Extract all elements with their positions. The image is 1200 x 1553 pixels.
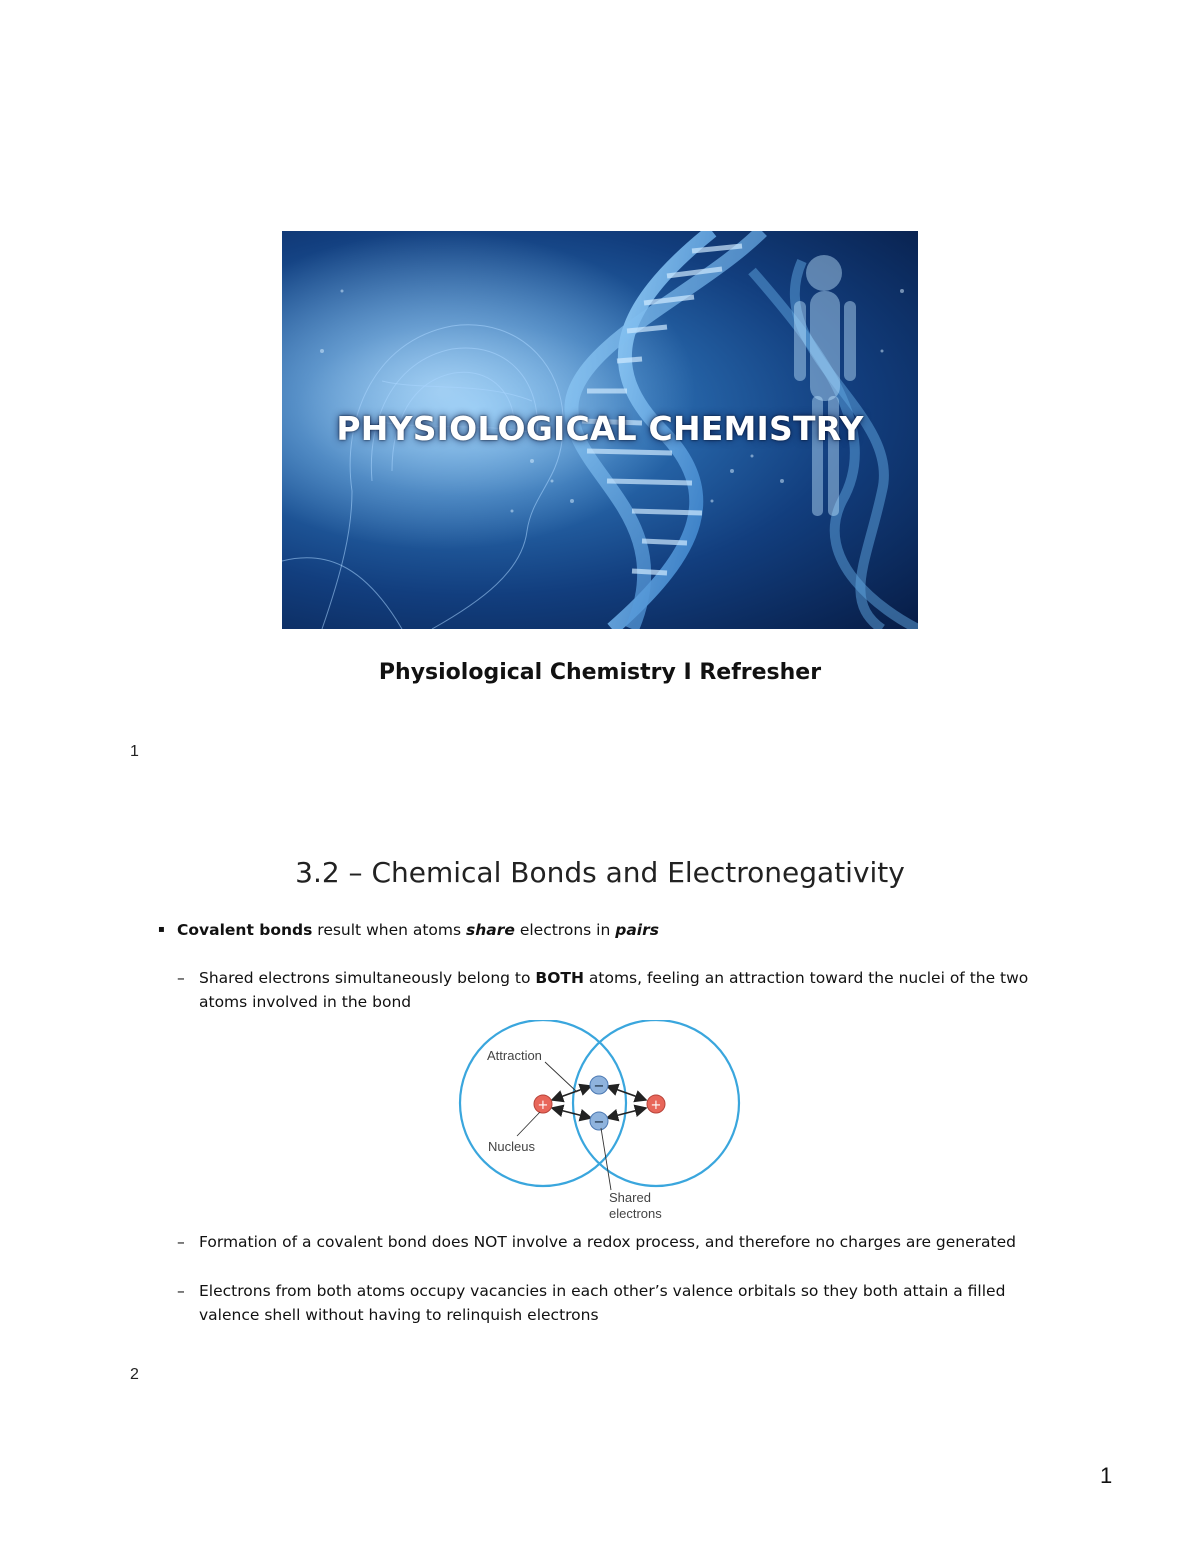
bullet-bold-term: Covalent bonds — [177, 921, 313, 939]
slide1-caption: Physiological Chemistry I Refresher — [378, 660, 822, 685]
sub-bullet-text — [199, 966, 1029, 1014]
label-shared: Shared — [609, 1190, 651, 1205]
shared-electron-top — [590, 1076, 608, 1094]
page-number: 1 — [1100, 1463, 1113, 1488]
electron-charge-label: − — [593, 1079, 605, 1094]
nucleus-charge-label: + — [650, 1098, 662, 1113]
bullet-text-part: electrons in — [514, 921, 616, 939]
sub-bullet-text: Electrons from both atoms occupy vacancies in each other’s valence orbitals so they both attain a filled valence shell without having to relinquish electrons — [199, 1282, 1006, 1324]
dash-marker: – — [177, 1282, 185, 1300]
cover-banner-image — [282, 231, 918, 629]
sub-bullet-bold-both: BOTH — [535, 969, 584, 987]
sub-bullet-text-part: atoms, feeling an attraction toward the nuclei of the two atoms involved in the bond — [199, 969, 1029, 1011]
nucleus-left — [534, 1095, 552, 1113]
nucleus-charge-label: + — [537, 1098, 549, 1113]
bullet-marker: ▪ — [158, 924, 165, 935]
label-electrons: electrons — [609, 1206, 662, 1221]
dash-marker: – — [177, 1233, 185, 1251]
bullet-text-part: result when atoms — [312, 921, 467, 939]
electron-charge-label: − — [593, 1115, 605, 1130]
bullet-emphasis-pairs: pairs — [615, 921, 659, 939]
sub-bullet-text: Formation of a covalent bond does NOT involve a redox process, and therefore no charges are generated — [199, 1233, 1016, 1251]
shared-electron-bottom — [590, 1112, 608, 1130]
banner-title: PHYSIOLOGICAL CHEMISTRY — [336, 409, 864, 448]
bullet-text — [177, 918, 659, 942]
dash-marker: – — [177, 969, 185, 987]
covalent-bond-diagram — [455, 1020, 745, 1225]
sub-bullet-text-part: Shared electrons simultaneously belong to — [199, 969, 536, 987]
slide2-number: 2 — [130, 1366, 139, 1383]
label-nucleus: Nucleus — [488, 1139, 535, 1154]
bullet-emphasis-share: share — [466, 921, 515, 939]
label-attraction: Attraction — [487, 1048, 542, 1063]
slide2-title: 3.2 – Chemical Bonds and Electronegativity — [295, 856, 905, 889]
slide1-number: 1 — [130, 743, 139, 760]
nucleus-right — [647, 1095, 665, 1113]
